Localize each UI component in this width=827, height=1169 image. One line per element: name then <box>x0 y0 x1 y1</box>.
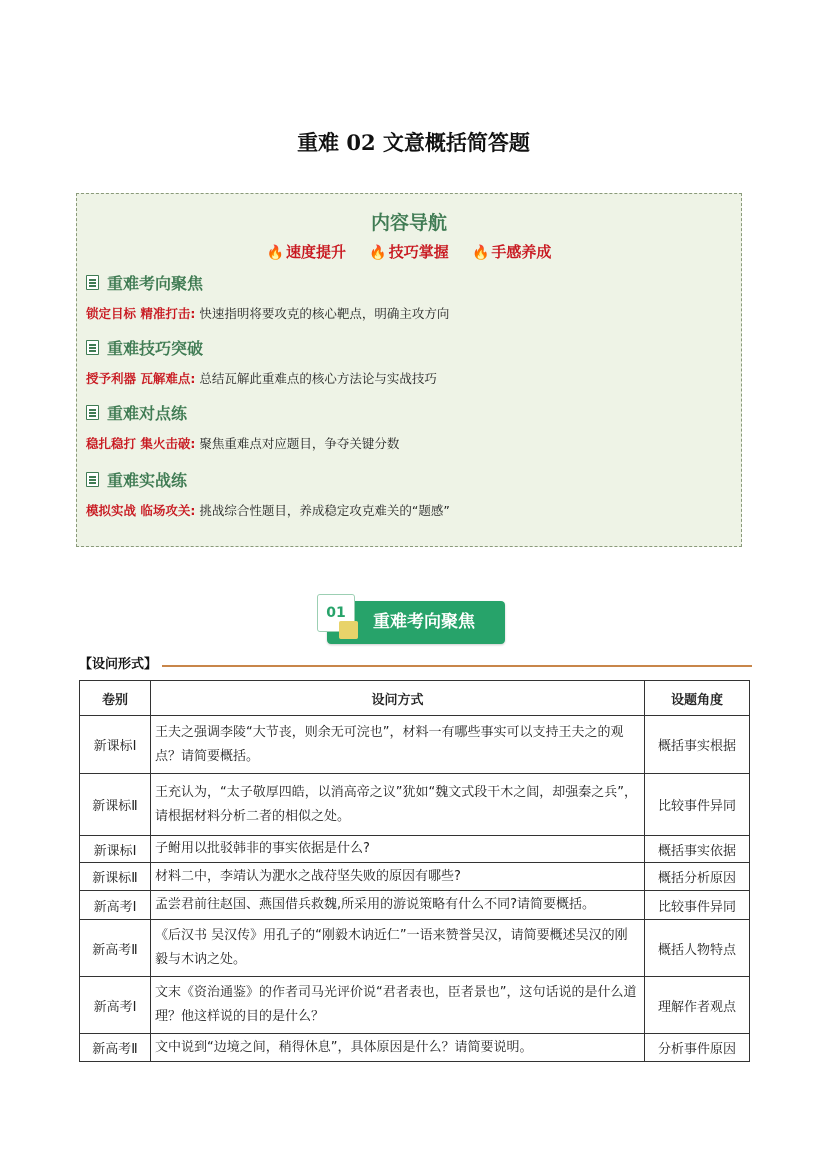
cell-volume: 新课标Ⅰ <box>80 836 151 863</box>
nav-section <box>86 271 449 322</box>
form-divider <box>162 665 752 667</box>
badge-square-icon <box>339 621 358 639</box>
cell-volume: 新高考Ⅰ <box>80 891 151 920</box>
cell-volume: 新课标Ⅱ <box>80 863 151 891</box>
cell-angle: 概括事实依据 <box>645 836 750 863</box>
nav-tag: 🔥 速度提升 <box>266 243 347 261</box>
nav-tag: 🔥 手感养成 <box>471 243 552 261</box>
cell-angle: 比较事件异同 <box>645 891 750 920</box>
table-row <box>80 891 750 920</box>
cell-angle: 概括事实根据 <box>645 716 750 774</box>
document-icon <box>86 340 99 355</box>
flame-icon: 🔥 <box>471 245 490 261</box>
section-desc: 快速指明将要攻克的核心靶点，明确主攻方向 <box>199 306 450 321</box>
table-row <box>80 836 750 863</box>
nav-tags <box>77 241 741 262</box>
cell-question: 王夫之强调李陵“大节丧，则余无可浣也”，材料一有哪些事实可以支持王夫之的观点？请简要概括。 <box>151 716 645 774</box>
nav-tag: 🔥 技巧掌握 <box>369 243 449 261</box>
flame-icon: 🔥 <box>266 245 285 261</box>
header-question: 设问方式 <box>151 681 645 716</box>
question-table <box>79 680 750 1062</box>
document-icon <box>86 405 99 420</box>
table-row <box>80 863 750 891</box>
page-title: 重难 02 文意概括简答题 <box>297 130 530 155</box>
table-row <box>80 977 750 1034</box>
form-label: 【设问形式】 <box>79 657 158 672</box>
section-desc: 挑战综合性题目，养成稳定攻克难关的“题感” <box>199 503 450 518</box>
cell-volume: 新高考Ⅱ <box>80 920 151 977</box>
cell-angle: 理解作者观点 <box>645 977 750 1034</box>
cell-angle: 比较事件异同 <box>645 774 750 836</box>
badge-number: 01 <box>317 594 355 632</box>
document-icon <box>86 275 99 290</box>
cell-question: 文末《资治通鉴》的作者司马光评价说“君者表也，臣者景也”，这句话说的是什么道理？他这样说的目的是什么？ <box>151 977 645 1034</box>
section-heading: 重难实战练 <box>107 471 188 490</box>
cell-question: 《后汉书 吴汉传》用孔子的“刚毅木讷近仁”一语来赞誉吴汉，请简要概述吴汉的刚毅与木讷之处。 <box>151 920 645 977</box>
section-heading: 重难对点练 <box>107 404 188 423</box>
cell-volume: 新课标Ⅰ <box>80 716 151 774</box>
cell-question: 文中说到“边境之间，稍得休息”，具体原因是什么？请简要说明。 <box>151 1034 645 1062</box>
section-desc: 总结瓦解此重难点的核心方法论与实战技巧 <box>199 371 437 386</box>
badge-text: 重难考向聚焦 <box>373 612 475 632</box>
section-label: 授予利器 瓦解难点: <box>86 371 196 386</box>
section-label: 模拟实战 临场攻关: <box>86 503 196 518</box>
nav-title: 内容导航 <box>370 212 447 234</box>
cell-volume: 新课标Ⅱ <box>80 774 151 836</box>
section-badge <box>327 601 505 644</box>
table-row <box>80 774 750 836</box>
cell-question: 孟尝君前往赵国、燕国借兵救魏,所采用的游说策略有什么不同?请简要概括。 <box>151 891 645 920</box>
section-label: 锁定目标 精准打击: <box>86 306 196 321</box>
content-navigation-box <box>76 193 742 547</box>
cell-angle: 概括分析原因 <box>645 863 750 891</box>
cell-angle: 概括人物特点 <box>645 920 750 977</box>
section-desc: 聚焦重难点对应题目，争夺关键分数 <box>199 436 400 451</box>
flame-icon: 🔥 <box>369 245 387 261</box>
cell-question: 子鲋用以批驳韩非的事实依据是什么? <box>151 836 645 863</box>
cell-angle: 分析事件原因 <box>645 1034 750 1062</box>
cell-volume: 新高考Ⅱ <box>80 1034 151 1062</box>
section-heading: 重难考向聚焦 <box>107 274 204 293</box>
header-volume: 卷别 <box>80 681 151 716</box>
table-row <box>80 920 750 977</box>
section-heading: 重难技巧突破 <box>107 339 204 358</box>
document-icon <box>86 472 99 487</box>
cell-question: 王充认为，“太子敬厚四皓，以消高帝之议”犹如“魏文式段干木之闾，却强秦之兵”，请根据材料分析二者的相似之处。 <box>151 774 645 836</box>
section-label: 稳扎稳打 集火击破: <box>86 436 196 451</box>
cell-question: 材料二中，李靖认为淝水之战苻坚失败的原因有哪些? <box>151 863 645 891</box>
nav-section <box>86 401 399 452</box>
table-header-row <box>80 681 750 716</box>
cell-volume: 新高考Ⅰ <box>80 977 151 1034</box>
table-row <box>80 716 750 774</box>
nav-section <box>86 468 450 519</box>
nav-section <box>86 336 437 387</box>
header-angle: 设题角度 <box>645 681 750 716</box>
table-row <box>80 1034 750 1062</box>
